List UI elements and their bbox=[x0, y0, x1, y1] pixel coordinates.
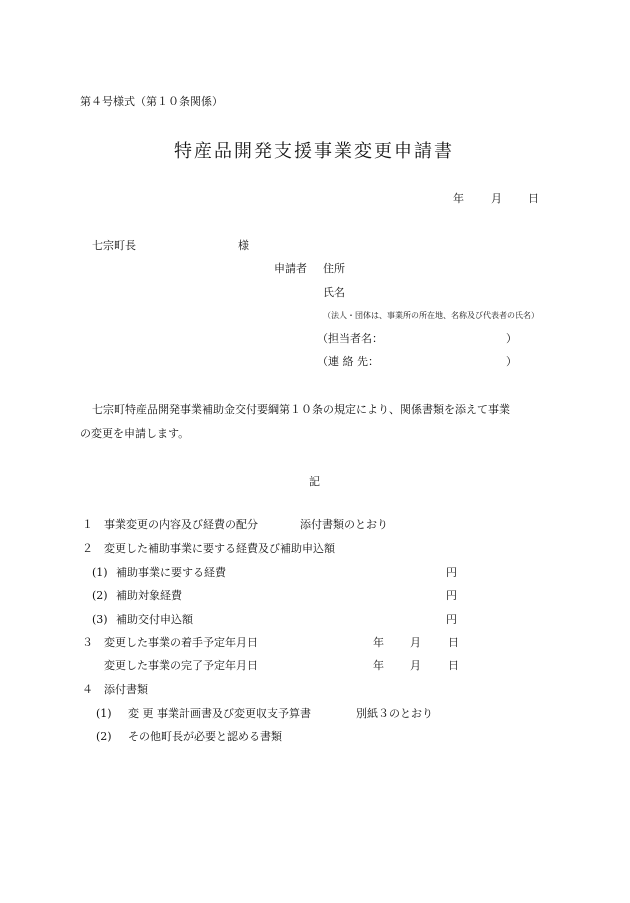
item3-year: 年 bbox=[373, 636, 384, 649]
item2-2-unit: 円 bbox=[446, 589, 457, 602]
item4-1-number: (1) bbox=[96, 707, 112, 720]
item3b-year: 年 bbox=[373, 659, 384, 672]
item2-text: 変更した補助事業に要する経費及び補助申込額 bbox=[104, 542, 335, 555]
item4-2-number: (2) bbox=[96, 730, 112, 743]
item2-number: ２ bbox=[82, 542, 93, 555]
item3-day: 日 bbox=[448, 636, 459, 649]
item2-3-text: 補助交付申込額 bbox=[116, 613, 193, 626]
item4-number: ４ bbox=[82, 683, 93, 696]
contact-person-close: ） bbox=[506, 332, 517, 345]
item2-3-number: (3) bbox=[92, 613, 108, 626]
date-year: 年 bbox=[453, 192, 464, 205]
body-line-2: の変更を申請します。 bbox=[80, 427, 190, 440]
item4-text: 添付書類 bbox=[104, 683, 148, 696]
item2-1-number: (1) bbox=[92, 566, 108, 579]
addressee-honorific: 様 bbox=[238, 239, 249, 252]
item2-2-text: 補助対象経費 bbox=[116, 589, 182, 602]
item1-text: 事業変更の内容及び経費の配分 bbox=[104, 518, 258, 531]
item3-number: ３ bbox=[82, 636, 93, 649]
contact-person-label: （担当者名： bbox=[317, 332, 383, 345]
page-title: 特産品開発支援事業変更申請書 bbox=[174, 141, 454, 162]
item4-1-note: 別紙３のとおり bbox=[356, 707, 433, 720]
contact-info-close: ） bbox=[506, 355, 517, 368]
item3b-day: 日 bbox=[448, 659, 459, 672]
item1-note: 添付書類のとおり bbox=[300, 518, 388, 531]
item4-2-text: その他町長が必要と認める書類 bbox=[128, 730, 282, 743]
item3b-text: 変更した事業の完了予定年月日 bbox=[104, 659, 258, 672]
address-label: 住所 bbox=[323, 262, 345, 275]
contact-info-label: （連 絡 先： bbox=[317, 355, 379, 368]
item2-1-text: 補助事業に要する経費 bbox=[116, 566, 226, 579]
item3b-month: 月 bbox=[410, 659, 421, 672]
applicant-note: （法人・団体は、事業所の所在地、名称及び代表者の氏名） bbox=[323, 311, 539, 320]
date-month: 月 bbox=[491, 192, 502, 205]
item1-number: １ bbox=[82, 518, 93, 531]
addressee-name: 七宗町長 bbox=[92, 239, 136, 252]
item4-1-text: 変 更 事業計画書及び変更収支予算書 bbox=[128, 707, 311, 720]
item2-1-unit: 円 bbox=[446, 566, 457, 579]
form-number: 第４号様式（第１０条関係） bbox=[80, 95, 223, 108]
applicant-label: 申請者 bbox=[274, 262, 307, 275]
body-line-1: 七宗町特産品開発事業補助金交付要綱第１０条の規定により、関係書類を添えて事業 bbox=[92, 403, 510, 416]
ki-heading: 記 bbox=[309, 475, 320, 488]
item3-text: 変更した事業の着手予定年月日 bbox=[104, 636, 258, 649]
item3-month: 月 bbox=[410, 636, 421, 649]
name-label: 氏名 bbox=[323, 286, 345, 299]
date-day: 日 bbox=[528, 192, 539, 205]
item2-3-unit: 円 bbox=[446, 613, 457, 626]
item2-2-number: (2) bbox=[92, 589, 108, 602]
